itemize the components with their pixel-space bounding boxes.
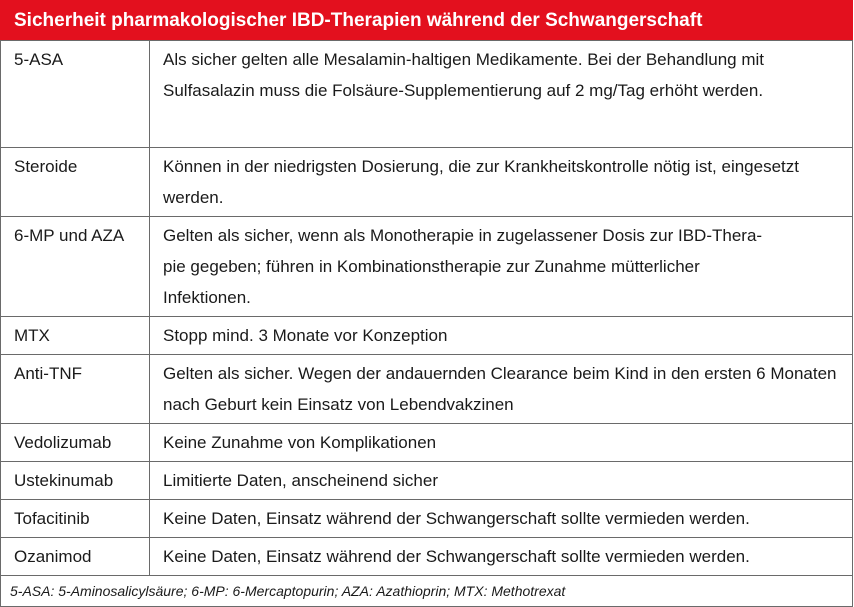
table-row [1,462,853,500]
table-row [1,424,853,462]
drug-cell: Anti-TNF [1,355,150,424]
note-cell: Stopp mind. 3 Monate vor Konzeption [150,317,853,355]
table-row [1,538,853,576]
note-cell: Gelten als sicher, wenn als Monotherapie in zugelassener Dosis zur IBD-Thera- pie gegeben; führen in Kombinationstherapie zur Zunahme mütterlicher Infektionen. [150,217,853,317]
drug-cell: 6-MP und AZA [1,217,150,317]
note-cell: Können in der niedrigsten Dosierung, die zur Krankheitskontrolle nötig ist, eingesetzt werden. [150,148,853,217]
table-row [1,500,853,538]
table-row [1,317,853,355]
table-row [1,217,853,317]
drug-cell: Steroide [1,148,150,217]
table-title: Sicherheit pharmakologischer IBD-Therapien während der Schwangerschaft [0,0,853,40]
drug-cell: Ustekinumab [1,462,150,500]
drug-cell: Tofacitinib [1,500,150,538]
note-cell: Keine Daten, Einsatz während der Schwangerschaft sollte vermieden werden. [150,500,853,538]
drug-cell: 5-ASA [1,41,150,148]
note-cell: Keine Zunahme von Komplikationen [150,424,853,462]
therapy-table-body [0,40,853,576]
note-cell: Gelten als sicher. Wegen der andauernden Clearance beim Kind in den ersten 6 Monaten nach Geburt kein Einsatz von Lebendvakzinen [150,355,853,424]
drug-cell: MTX [1,317,150,355]
note-cell: Limitierte Daten, anscheinend sicher [150,462,853,500]
table-row [1,148,853,217]
table-row [1,355,853,424]
table-footnote: 5-ASA: 5-Aminosalicylsäure; 6-MP: 6-Mercaptopurin; AZA: Azathioprin; MTX: Methotrexat [0,576,853,607]
table-row [1,41,853,148]
note-cell: Als sicher gelten alle Mesalamin-haltigen Medikamente. Bei der Behandlung mit Sulfasalazin muss die Folsäure-Supplementierung auf 2 mg/Tag erhöht werden. [150,41,853,148]
drug-cell: Vedolizumab [1,424,150,462]
note-cell: Keine Daten, Einsatz während der Schwangerschaft sollte vermieden werden. [150,538,853,576]
drug-cell: Ozanimod [1,538,150,576]
